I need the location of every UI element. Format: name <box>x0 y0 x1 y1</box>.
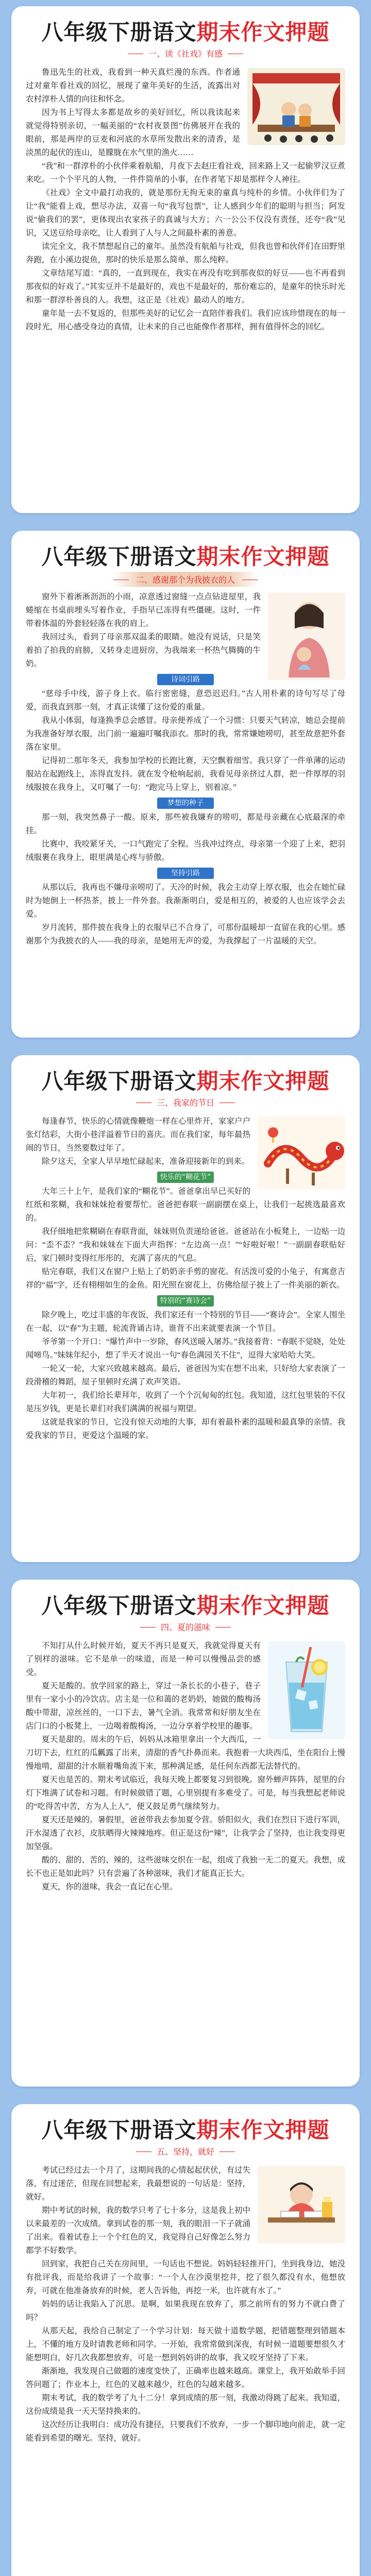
card-title <box>11 1589 360 1620</box>
paragraph: 渐渐地，我发现自己做题的速度变快了，正确率也越来越高。课堂上，我开始敢举手回答问题了；作业本上，红色的叉越来越少，红色的勾越来越多。 <box>26 2367 346 2389</box>
section-tag: 特别的“赛诗会” <box>157 1295 214 1307</box>
title-black: 八年级下册语文 <box>41 1069 197 1094</box>
paragraph: 我从小体弱，每逢换季总会感冒。母亲便养成了一个习惯：只要天气转凉，她总会提前为我准备好厚衣服，出门前一遍遍叮嘱我添衣。那时的我，常常嫌她唠叨，甚至故意把外套落在家里。 <box>26 716 346 752</box>
essay-subtitle: 三、我家的节日 <box>136 1096 235 1108</box>
title-black: 八年级下册语文 <box>41 20 197 45</box>
title-black: 八年级下册语文 <box>41 2117 197 2143</box>
paragraph: 因为书上写得太多都是故乡的美好回忆，所以我读起来就觉得特别亲切，一幅美丽的“农村夜景图”仿佛展开在我的眼前，那是两岸的豆麦和河底的水草所发散出来的清香，是淡黑的起伏的连山，是朦胧在水气里的渔火…… <box>26 108 240 157</box>
paragraph: 窗外下着淅淅沥沥的小雨，凉意透过窗缝一点点钻进屋里，我蜷缩在书桌前埋头写着作业，手指早已冻得有些僵硬。这时，一件带着体温的外套轻轻落在我的肩上。 <box>26 592 261 628</box>
paragraph: 酸的、甜的、苦的、辣的，这些滋味交织在一起，组成了我独一无二的夏天。我想，成长不也正是如此吗？只有尝遍了各种滋味，我们才能真正长大。 <box>26 1856 346 1878</box>
card-title <box>11 540 360 571</box>
essay-card-1 <box>11 6 360 513</box>
title-red: 期末作文押题 <box>196 20 330 45</box>
paragraph: 这就是我家的节日，它没有惊天动地的大事，却有着最朴素的温暖和最真挚的亲情。我爱我家的节日，更爱这个温暖的家。 <box>26 1418 346 1440</box>
paragraph: 夏天还是辣的。暑假里，爸爸带我去参加夏令营。骄阳似火，我们在烈日下进行军训，汗水湿透了衣衫，皮肤晒得火辣辣地疼。但正是这份“辣”，让我学会了坚持，也让我变得更加坚强。 <box>26 1816 346 1851</box>
paragraph: 除夕这天，全家人早早地忙碌起来，准备迎接新年的到来。 <box>42 1157 250 1166</box>
paragraph: 除夕晚上，吃过丰盛的年夜饭，我们家还有一个特别的节目——“赛诗会”。全家人围坐在一起，以“春”为主题，轮流背诵古诗，谁背不出来就要表演一个节目。 <box>26 1311 345 1333</box>
paragraph: “慈母手中线，游子身上衣。临行密密缝，意恐迟迟归。”古人用朴素的诗句写尽了母爱，而我直到那一刻，才真正读懂了这份爱的重量。 <box>26 689 345 711</box>
paragraph: 期中考试的时候，我的数学只考了七十多分，这是我上初中以来最差的一次成绩。拿到试卷的那一刻，我的眼泪一下子就涌了出来。看着试卷上一个个红色的叉，我觉得自己好像怎么努力都学不好数学。 <box>26 2206 250 2255</box>
essay-body <box>26 66 345 334</box>
section-tag: 梦想的种子 <box>157 798 214 809</box>
essay-card-4 <box>11 1580 360 2087</box>
paragraph: 不知打从什么时候开始，夏天不再只是夏天，我就觉得夏天有了别样的滋味。它不是单一的味道，而是一种可以慢慢品尝的感受。 <box>26 1641 261 1677</box>
section-tag: 诗词引路 <box>157 674 214 685</box>
paragraph: 夏天是甜的。周末的午后，妈妈从冰箱里拿出一个大西瓜，一刀切下去，红红的瓜瓤露了出来，清甜的香气扑鼻而来。我抱着一大块西瓜，坐在阳台上慢慢地啃，甜甜的汁水顺着嘴角流下来，那种满足感，是任何东西都无法替代的。 <box>26 1735 346 1771</box>
paragraph: 读完全文，我不禁想起自己的童年。虽然没有航船与社戏，但我也曾和伙伴们在田野里奔跑，在小溪边捉鱼，那时的快乐是那么简单、那么纯粹。 <box>26 242 346 264</box>
section-tag: 快乐的“糊花节” <box>157 1172 214 1183</box>
paragraph: 文章结尾写道：“真的，一直到现在，我实在再没有吃到那夜似的好豆——也不再看到那夜似的好戏了。”其实豆并不是最好的，戏也不是最好的，那份难忘的，是童年的快乐时光和那一群淳朴善良的人。我想，这正是《社戏》最动人的地方。 <box>26 269 345 304</box>
paragraph: 那一刻，我突然鼻子一酸。原来，那些被我嫌弃的唠叨，都是母亲藏在心底最深的牵挂。 <box>26 813 345 835</box>
paragraph: 从那以后，我再也不嫌母亲唠叨了。天冷的时候，我会主动穿上厚衣服，也会在她忙碌时为她倒上一杯热茶，披上一件外套。我渐渐明白，爱是相互的，被爱的人也应该学会去爱。 <box>26 883 346 919</box>
title-red: 期末作文押题 <box>196 2117 330 2143</box>
student-icon <box>258 2166 345 2243</box>
paragraph: 一轮又一轮，大家兴致越来越高。最后，爸爸因为实在想不出来，只好给大家表演了一段滑稽的舞蹈，屋子里顿时充满了欢声笑语。 <box>26 1364 346 1386</box>
title-red: 期末作文押题 <box>196 544 330 569</box>
title-black: 八年级下册语文 <box>41 544 197 569</box>
paragraph: 大年三十上午，是我们家的“糊花节”。爸爸拿出早已买好的红纸和浆糊，我和妹妹抢着要帮忙。爸爸把春联一副副摆在桌上，让我们一起挑选最喜欢的。 <box>26 1187 345 1223</box>
paragraph: 这次经历让我明白：成功没有捷径，只要我们不放弃，一步一个脚印地向前走，就一定能看到希望的曙光。坚持，就好。 <box>26 2420 346 2443</box>
card-title <box>11 2113 360 2144</box>
essay-body <box>26 590 345 948</box>
title-red: 期末作文押题 <box>196 1593 330 1618</box>
card-title <box>11 15 360 46</box>
paragraph: 夏天也是苦的。期末考试临近，我每天晚上都要复习到很晚。窗外蝉声阵阵，屋里的台灯下堆满了试卷和习题。有时候做错了题，心里别提有多难受了。可是，每当我想起老师说的“吃得苦中苦，方为人上人”，便又鼓足勇气继续努力。 <box>26 1775 346 1811</box>
paragraph: 夏天，你的滋味，我会一直记在心里。 <box>42 1883 178 1891</box>
section-tag: 坚持引路 <box>157 868 214 879</box>
essay-subtitle: 四、夏的滋味 <box>140 1621 231 1633</box>
paragraph: 童年是一去不复返的，但那些美好的记忆会一直陪伴着我们。我们应该珍惜现在的每一段时光，用心感受身边的真情，让未来的自己也能像作者那样，拥有值得怀念的回忆。 <box>26 309 346 331</box>
essay-subtitle: 二、感谢那个为我披衣的人 <box>113 572 258 587</box>
mother-icon <box>268 592 345 680</box>
paragraph: 鲁迅先生的社戏，我看到一种天真烂漫的东西。作者通过对童年看社戏的回忆，展现了童年美好的生活，流露出对农村淳朴人情的向往和怀念。 <box>26 68 240 104</box>
drink-icon <box>268 1641 345 1739</box>
paragraph: 期末考试，我的数学考了九十二分！拿到成绩的那一刻，我激动得跳了起来。我知道，这份成绩是我一天天坚持换来的。 <box>26 2394 346 2416</box>
paragraph: 回到家，我把自己关在房间里，一句话也不想说。妈妈轻轻推开门，坐到我身边，她没有批评我，而是给我讲了一个故事：“一个人在沙漠里挖井，挖了很久都没有水，他想放弃，可就在他准备放弃的时候，老人告诉他，再挖一米，也许就有水了。” <box>26 2260 346 2295</box>
essay-card-3 <box>11 1055 360 1562</box>
paragraph: 考试已经过去一个月了，这期间我的心情起起伏伏，有过失落，有过迷茫，但现在回想起来，我最想说的一句话是：坚持，就好。 <box>26 2166 250 2201</box>
paragraph: “我”和一群淳朴的小伙伴乘着航船，月夜下去赵庄看社戏，回来路上又一起偷罗汉豆煮来吃。一个个平凡的人物，一件件简单的小事，在作者笔下却是那样令人神往。 <box>26 162 345 184</box>
paragraph: 我回过头，看到了母亲那双温柔的眼睛。她没有说话，只是笑着拍了拍我的肩膀，又转身走进厨房，为我端来一杯热气腾腾的牛奶。 <box>26 633 261 668</box>
essay-body <box>26 2164 345 2445</box>
paragraph: 记得初二那年冬天，我参加学校的长跑比赛，天空飘着细雪。我只穿了一件单薄的运动服站在起跑线上，冻得直发抖。就在发令枪响起前，我看见母亲挤过人群，把一件厚厚的羽绒服披在我身上，又叮嘱了一句：“跑完马上穿上，别着凉。” <box>26 756 346 792</box>
essay-body <box>26 1639 345 1894</box>
card-title <box>11 1064 360 1095</box>
paragraph: 妈妈的话让我陷入了沉思。是啊，如果我现在放弃了，那之前所有的努力不就白费了吗？ <box>26 2300 345 2322</box>
essay-subtitle: 五、坚持，就好 <box>136 2145 235 2157</box>
paragraph: 比赛中，我咬紧牙关，一口气跑完了全程。当我冲过终点，母亲第一个迎了上来，把羽绒服裹在我身上，眼里满是心疼与骄傲。 <box>26 840 346 862</box>
paragraph: 每逢春节，快乐的心情就像鞭炮一样在心里炸开，家家户户张灯结彩，大街小巷洋溢着节日的喜庆。而在我们家，每年最热闹的节日，当然要数过年了。 <box>26 1117 250 1153</box>
paragraph: 大年初一，我们给长辈拜年，收到了一个个沉甸甸的红包。我知道，这红包里装的不仅是压岁钱，更是长辈们对我们满满的祝福与期望。 <box>26 1391 346 1413</box>
paragraph: 贴完春联，我们又在窗户上贴上了奶奶亲手剪的窗花。有活泼可爱的小兔子，有寓意吉祥的“福”字，还有栩栩如生的金鱼。阳光照在窗花上，仿佛给屋子披上了一件美丽的新衣。 <box>26 1267 346 1290</box>
title-red: 期末作文押题 <box>196 1069 330 1094</box>
paragraph: 岁月流转，那件披在我身上的衣服早已不合身了，可那份温暖却一直留在我的心里。感谢那个为我披衣的人——我的母亲，是她用无声的爱，为我撑起了一片温暖的天空。 <box>26 923 346 945</box>
paragraph: 从那天起，我给自己制定了一个学习计划：每天做十道数学题，把错题整理到错题本上，不懂的地方及时请教老师和同学。一开始，我常常做到深夜，有时候一道题要想很久才能想明白，好几次我都想放弃，可是一想到妈妈讲的故事，我又咬牙坚持了下来。 <box>26 2327 346 2362</box>
paragraph: 《社戏》全文中最打动我的，就是那份无拘无束的童真与纯朴的乡情。小伙伴们为了让“我”能看上戏，想尽办法，双喜一句“我写包票”，让人感到少年们的聪明与担当；阿发说“偷我们的罢”，更体现出农家孩子的真诚与大方；六一公公不仅没有责怪，还夸“我”见识，又送豆给母亲吃，让人看到了人与人之间最朴素的善意。 <box>26 189 345 238</box>
paragraph: 夏天是酸的。放学回家的路上，穿过一条长长的小巷子，巷子里有一家小小的冷饮店。店主是一位和蔼的老奶奶，她做的酸梅汤酸中带甜，凉丝丝的，一口下去，暑气全消。我常常和好朋友坐在店门口的小板凳上，一边喝着酸梅汤，一边分享着学校里的趣事。 <box>26 1682 261 1731</box>
essay-body <box>26 1115 345 1443</box>
essay-card-5 <box>11 2104 360 2576</box>
paragraph: 爷爷第一个开口：“爆竹声中一岁除，春风送暖入屠苏。”我接着背：“春眠不觉晓，处处闻啼鸟。”妹妹年纪小，想了半天才说出一句“春色满园关不住”，逗得大家哈哈大笑。 <box>26 1337 345 1360</box>
paragraph: 我仔细地把浆糊刷在春联背面，妹妹则负责递给爸爸。爸爸站在小板凳上，一边贴一边问：“歪不歪？”我和妹妹在下面大声指挥：“左边高一点！”“好啦好啦！”一副副春联贴好后，家门顿时变得红彤彤的，充满了喜庆的气息。 <box>26 1227 346 1263</box>
title-black: 八年级下册语文 <box>41 1593 197 1618</box>
dragon-icon <box>258 1117 345 1189</box>
theater-icon <box>247 68 345 145</box>
essay-card-2 <box>11 531 360 1038</box>
essay-subtitle: 一、读《社戏》有感 <box>128 47 243 59</box>
